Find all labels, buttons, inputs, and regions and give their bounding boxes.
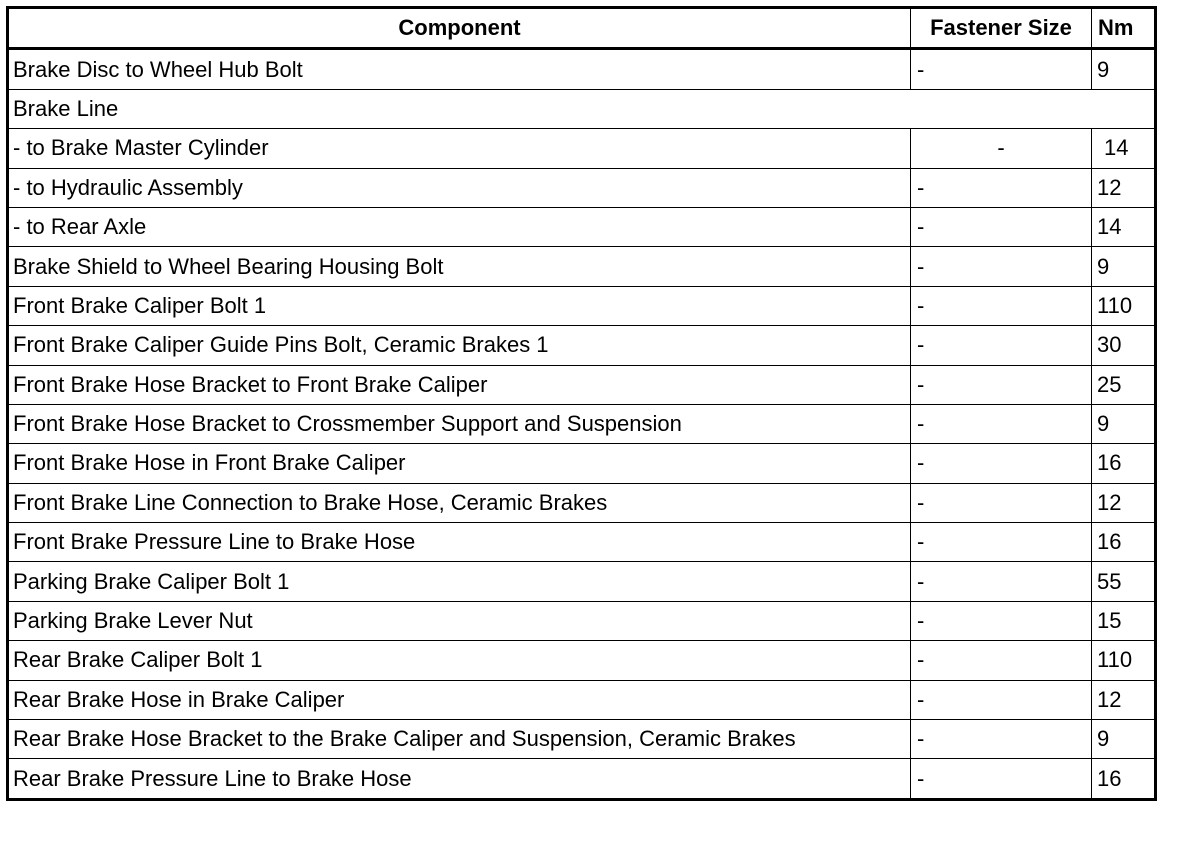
- fastener-size-cell: -: [911, 601, 1092, 640]
- table-row: [8, 168, 1156, 207]
- nm-cell: 110: [1092, 641, 1156, 680]
- fastener-size-cell: -: [911, 444, 1092, 483]
- fastener-size-cell: -: [911, 562, 1092, 601]
- component-cell: Front Brake Caliper Bolt 1: [8, 286, 911, 325]
- component-cell: Rear Brake Hose Bracket to the Brake Caliper and Suspension, Ceramic Brakes: [8, 720, 911, 759]
- table-header: [8, 8, 1156, 49]
- table-row: [8, 247, 1156, 286]
- component-cell: Front Brake Caliper Guide Pins Bolt, Ceramic Brakes 1: [8, 326, 911, 365]
- component-cell: - to Rear Axle: [8, 207, 911, 246]
- nm-cell: 14: [1092, 207, 1156, 246]
- nm-cell: 55: [1092, 562, 1156, 601]
- component-cell: Front Brake Pressure Line to Brake Hose: [8, 523, 911, 562]
- table-row: [8, 523, 1156, 562]
- nm-cell: 12: [1092, 680, 1156, 719]
- fastener-size-cell: -: [911, 207, 1092, 246]
- fastener-size-cell: -: [911, 641, 1092, 680]
- header-nm: Nm: [1092, 8, 1156, 49]
- nm-cell: 12: [1092, 168, 1156, 207]
- component-cell: Front Brake Line Connection to Brake Hose, Ceramic Brakes: [8, 483, 911, 522]
- table-row-group-heading: [8, 89, 1156, 128]
- table-body: [8, 49, 1156, 799]
- fastener-size-cell: -: [911, 759, 1092, 799]
- table-row: [8, 759, 1156, 799]
- fastener-size-cell: -: [911, 404, 1092, 443]
- group-heading-cell: Brake Line: [8, 89, 1156, 128]
- nm-cell: 25: [1092, 365, 1156, 404]
- table-row: [8, 49, 1156, 89]
- nm-cell: 16: [1092, 444, 1156, 483]
- nm-cell: 14: [1092, 129, 1156, 168]
- table-row: [8, 483, 1156, 522]
- fastener-size-cell: -: [911, 483, 1092, 522]
- table-row: [8, 601, 1156, 640]
- component-cell: Rear Brake Caliper Bolt 1: [8, 641, 911, 680]
- component-cell: - to Brake Master Cylinder: [8, 129, 911, 168]
- nm-cell: 12: [1092, 483, 1156, 522]
- fastener-size-cell: -: [911, 326, 1092, 365]
- table-row: [8, 286, 1156, 325]
- fastener-size-cell: -: [911, 168, 1092, 207]
- nm-cell: 9: [1092, 404, 1156, 443]
- nm-cell: 16: [1092, 523, 1156, 562]
- table-row: [8, 444, 1156, 483]
- nm-cell: 9: [1092, 720, 1156, 759]
- fastener-size-cell: -: [911, 680, 1092, 719]
- fastener-size-cell: -: [911, 129, 1092, 168]
- nm-cell: 16: [1092, 759, 1156, 799]
- table-row: [8, 129, 1156, 168]
- table-row: [8, 562, 1156, 601]
- component-cell: Front Brake Hose in Front Brake Caliper: [8, 444, 911, 483]
- component-cell: - to Hydraulic Assembly: [8, 168, 911, 207]
- table-row: [8, 207, 1156, 246]
- component-cell: Rear Brake Hose in Brake Caliper: [8, 680, 911, 719]
- component-cell: Brake Shield to Wheel Bearing Housing Bolt: [8, 247, 911, 286]
- fastener-size-cell: -: [911, 247, 1092, 286]
- fastener-size-cell: -: [911, 286, 1092, 325]
- nm-cell: 15: [1092, 601, 1156, 640]
- table-row: [8, 641, 1156, 680]
- component-cell: Rear Brake Pressure Line to Brake Hose: [8, 759, 911, 799]
- table-row: [8, 404, 1156, 443]
- fastener-size-cell: -: [911, 49, 1092, 89]
- component-cell: Front Brake Hose Bracket to Front Brake Caliper: [8, 365, 911, 404]
- fastener-size-cell: -: [911, 523, 1092, 562]
- table-row: [8, 326, 1156, 365]
- component-cell: Parking Brake Caliper Bolt 1: [8, 562, 911, 601]
- table-row: [8, 720, 1156, 759]
- nm-cell: 9: [1092, 49, 1156, 89]
- table-row: [8, 680, 1156, 719]
- header-row: [8, 8, 1156, 49]
- component-cell: Brake Disc to Wheel Hub Bolt: [8, 49, 911, 89]
- table-row: [8, 365, 1156, 404]
- nm-cell: 30: [1092, 326, 1156, 365]
- torque-spec-table: [6, 6, 1157, 801]
- nm-cell: 110: [1092, 286, 1156, 325]
- fastener-size-cell: -: [911, 365, 1092, 404]
- component-cell: Parking Brake Lever Nut: [8, 601, 911, 640]
- fastener-size-cell: -: [911, 720, 1092, 759]
- component-cell: Front Brake Hose Bracket to Crossmember Support and Suspension: [8, 404, 911, 443]
- header-fastener-size: Fastener Size: [911, 8, 1092, 49]
- nm-cell: 9: [1092, 247, 1156, 286]
- header-component: Component: [8, 8, 911, 49]
